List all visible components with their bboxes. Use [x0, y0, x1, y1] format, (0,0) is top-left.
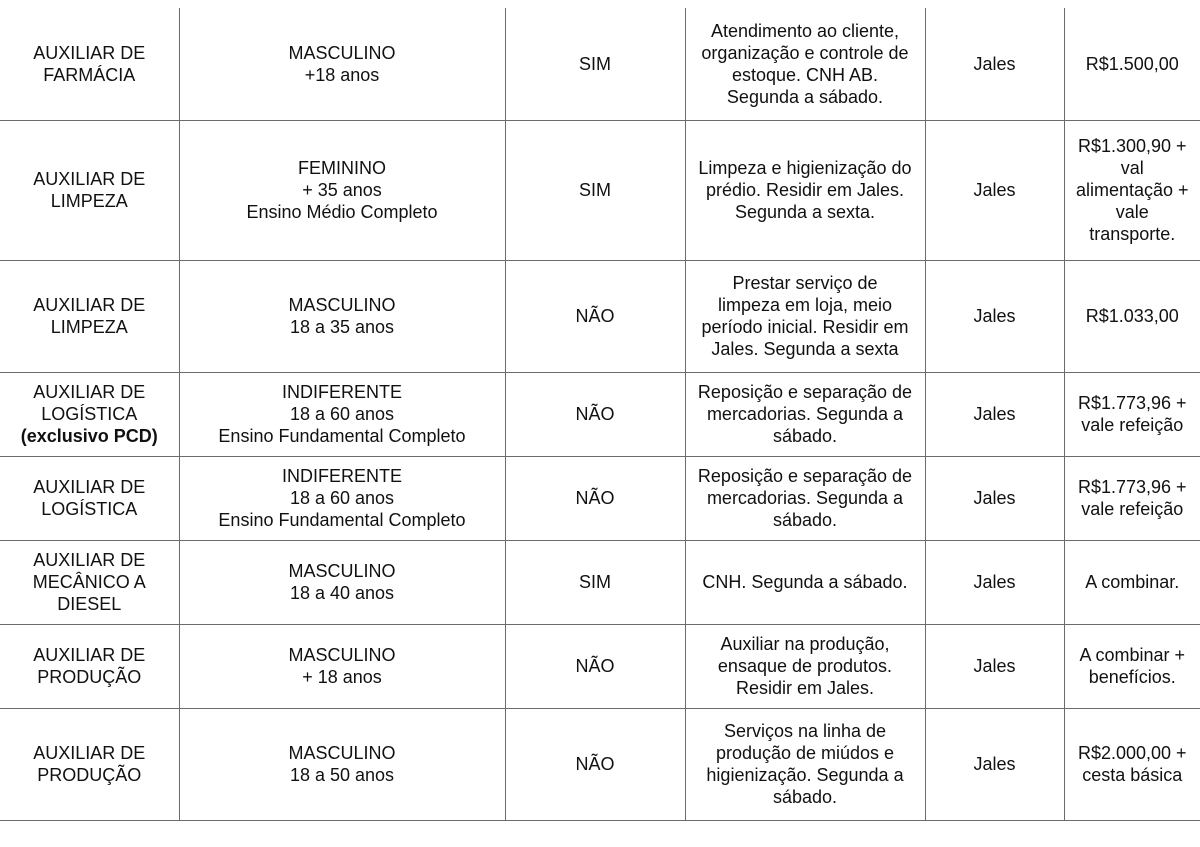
- cell-descricao-line: produção de miúdos e: [715, 743, 895, 763]
- cell-cargo-line: DIESEL: [57, 594, 122, 614]
- cell-cnh-text: NÃO: [575, 754, 615, 774]
- cell-perfil-line: +18 anos: [304, 64, 380, 85]
- cell-perfil: [179, 260, 505, 372]
- cell-descricao-line: estoque. CNH AB.: [731, 64, 879, 85]
- cell-cidade: [925, 8, 1064, 120]
- cell-descricao-line: Segunda a sábado.: [726, 86, 884, 107]
- cell-cnh-text: NÃO: [575, 488, 615, 508]
- cell-perfil-line: + 18 anos: [302, 667, 382, 687]
- cell-cidade-text: Jales: [973, 404, 1016, 424]
- cell-salario-line: benefícios.: [1088, 667, 1176, 687]
- cell-perfil: [179, 540, 505, 624]
- cell-salario-line: R$1.773,96 +: [1077, 393, 1187, 413]
- cell-perfil: [179, 708, 505, 820]
- cell-cnh-text: SIM: [578, 53, 611, 74]
- cell-cnh: [505, 708, 685, 820]
- table-row: [0, 8, 1200, 120]
- table-row: [0, 120, 1200, 260]
- cell-perfil-line: Ensino Fundamental Completo: [218, 426, 466, 446]
- cell-descricao: [685, 120, 925, 260]
- cell-descricao: [685, 624, 925, 708]
- cell-cnh-text: NÃO: [575, 656, 615, 676]
- cell-salario: [1064, 456, 1200, 540]
- cell-cidade: [925, 372, 1064, 456]
- cell-descricao-line: sábado.: [772, 787, 838, 807]
- cell-descricao-line: Atendimento ao cliente,: [710, 20, 900, 41]
- cell-perfil-line: 18 a 35 anos: [289, 317, 395, 337]
- cell-cnh-text: SIM: [578, 572, 611, 592]
- cell-cnh-text: SIM: [578, 180, 611, 200]
- cell-cnh-text: NÃO: [575, 404, 615, 424]
- cell-descricao-line: ensaque de produtos.: [717, 656, 893, 676]
- cell-cargo: [0, 372, 179, 456]
- cell-descricao-line: Residir em Jales.: [735, 678, 875, 698]
- cell-cargo-line: AUXILIAR DE: [33, 169, 146, 189]
- cell-descricao-line: CNH. Segunda a sábado.: [702, 572, 908, 592]
- cell-salario: [1064, 372, 1200, 456]
- cell-cidade: [925, 624, 1064, 708]
- cell-cargo: [0, 540, 179, 624]
- cell-descricao: [685, 540, 925, 624]
- cell-cidade: [925, 260, 1064, 372]
- table-row: [0, 624, 1200, 708]
- cell-cidade: [925, 540, 1064, 624]
- cell-perfil: [179, 456, 505, 540]
- cell-salario: [1064, 8, 1200, 120]
- cell-cnh: [505, 260, 685, 372]
- cell-salario-line: alimentação +: [1075, 180, 1189, 200]
- cell-perfil: [179, 120, 505, 260]
- cell-descricao-line: período inicial. Residir em: [701, 317, 909, 337]
- cell-cargo-pcd-note: (exclusivo PCD): [20, 426, 158, 446]
- cell-salario-line: A combinar.: [1085, 572, 1180, 592]
- cell-descricao-line: Auxiliar na produção,: [720, 634, 890, 654]
- cell-cargo: [0, 260, 179, 372]
- table-row: [0, 372, 1200, 456]
- cell-cargo: [0, 456, 179, 540]
- cell-perfil-line: MASCULINO: [288, 295, 396, 315]
- cell-cnh: [505, 8, 685, 120]
- cell-perfil-line: 18 a 50 anos: [289, 765, 395, 785]
- cell-descricao-line: prédio. Residir em Jales.: [705, 180, 905, 200]
- cell-salario: [1064, 260, 1200, 372]
- cell-cidade-text: Jales: [973, 180, 1016, 200]
- cell-salario: [1064, 708, 1200, 820]
- cell-cargo-line: FARMÁCIA: [43, 64, 136, 85]
- table-row: [0, 540, 1200, 624]
- cell-descricao-line: organização e controle de: [701, 42, 909, 63]
- cell-salario-line: transporte.: [1089, 224, 1176, 244]
- cell-cidade-text: Jales: [973, 656, 1016, 676]
- cell-cidade: [925, 120, 1064, 260]
- cell-descricao: [685, 372, 925, 456]
- cell-cargo-line: LIMPEZA: [50, 317, 128, 337]
- cell-cargo-line: MECÂNICO A: [32, 572, 146, 592]
- cell-salario-line: vale refeição: [1081, 499, 1184, 519]
- cell-salario-line: R$2.000,00 +: [1077, 743, 1187, 763]
- cell-descricao-line: limpeza em loja, meio: [717, 295, 893, 315]
- cell-cargo: [0, 708, 179, 820]
- cell-perfil-line: + 35 anos: [302, 180, 382, 200]
- cell-salario-line: R$1.033,00: [1085, 306, 1179, 326]
- cell-salario-line: A combinar +: [1079, 645, 1186, 665]
- cell-cargo-line: AUXILIAR DE: [33, 645, 146, 665]
- cell-perfil-line: MASCULINO: [288, 561, 396, 581]
- cell-cargo-line: AUXILIAR DE: [33, 382, 146, 402]
- cell-cidade-text: Jales: [973, 488, 1016, 508]
- cell-descricao: [685, 456, 925, 540]
- cell-descricao: [685, 8, 925, 120]
- cell-perfil-line: MASCULINO: [288, 645, 396, 665]
- table-row: [0, 708, 1200, 820]
- cell-perfil-line: 18 a 60 anos: [289, 488, 395, 508]
- table-row: [0, 456, 1200, 540]
- cell-descricao-line: Segunda a sexta.: [734, 202, 876, 222]
- cell-perfil-line: Ensino Fundamental Completo: [218, 510, 466, 530]
- cell-cidade: [925, 456, 1064, 540]
- cell-cargo-line: AUXILIAR DE: [33, 550, 146, 570]
- cell-descricao-line: sábado.: [772, 426, 838, 446]
- cell-perfil-line: 18 a 60 anos: [289, 404, 395, 424]
- cell-cargo-line: AUXILIAR DE: [33, 743, 146, 763]
- cell-perfil: [179, 372, 505, 456]
- cell-salario: [1064, 624, 1200, 708]
- cell-descricao-line: Jales. Segunda a sexta: [711, 339, 899, 359]
- cell-cargo: [0, 120, 179, 260]
- cell-salario-line: vale refeição: [1081, 415, 1184, 435]
- cell-perfil-line: FEMININO: [298, 158, 386, 178]
- cell-salario-line: R$1.300,90 +: [1077, 136, 1187, 156]
- cell-cidade-text: Jales: [973, 572, 1016, 592]
- cell-cargo-line: AUXILIAR DE: [33, 295, 146, 315]
- cell-cnh-text: NÃO: [575, 306, 615, 326]
- cell-descricao-line: Reposição e separação de: [697, 382, 913, 402]
- job-listings-sheet: [0, 8, 1200, 821]
- cell-salario-line: val: [1120, 158, 1144, 178]
- cell-cnh: [505, 372, 685, 456]
- cell-salario: [1064, 120, 1200, 260]
- cell-cidade-text: Jales: [973, 754, 1016, 774]
- cell-salario-line: vale: [1115, 202, 1149, 222]
- cell-salario-line: R$1.500,00: [1085, 53, 1179, 74]
- cell-cargo: [0, 8, 179, 120]
- cell-descricao-line: mercadorias. Segunda a: [706, 488, 904, 508]
- cell-cnh: [505, 120, 685, 260]
- cell-perfil-line: 18 a 40 anos: [289, 583, 395, 603]
- cell-cargo-line: AUXILIAR DE: [33, 477, 146, 497]
- cell-cargo-line: LOGÍSTICA: [41, 499, 138, 519]
- cell-salario-line: R$1.773,96 +: [1077, 477, 1187, 497]
- cell-descricao: [685, 260, 925, 372]
- table-row: [0, 260, 1200, 372]
- cell-cidade: [925, 708, 1064, 820]
- cell-descricao-line: Prestar serviço de: [732, 273, 878, 293]
- cell-cidade-text: Jales: [973, 53, 1016, 74]
- cell-descricao-line: Serviços na linha de: [723, 721, 887, 741]
- cell-perfil-line: MASCULINO: [288, 743, 396, 763]
- cell-salario: [1064, 540, 1200, 624]
- cell-perfil-line: INDIFERENTE: [281, 466, 402, 486]
- cell-cargo-line: LOGÍSTICA: [41, 404, 138, 424]
- cell-cargo-line: PRODUÇÃO: [37, 667, 142, 687]
- cell-cargo: [0, 624, 179, 708]
- job-listings-table: [0, 8, 1200, 821]
- cell-descricao-line: higienização. Segunda a: [706, 765, 904, 785]
- cell-descricao-line: sábado.: [772, 510, 838, 530]
- cell-cidade-text: Jales: [973, 306, 1016, 326]
- cell-descricao-line: Reposição e separação de: [697, 466, 913, 486]
- cell-descricao-line: mercadorias. Segunda a: [706, 404, 904, 424]
- cell-cargo-line: AUXILIAR DE: [33, 42, 146, 63]
- cell-cnh: [505, 540, 685, 624]
- cell-salario-line: cesta básica: [1082, 765, 1183, 785]
- cell-perfil-line: Ensino Médio Completo: [246, 202, 438, 222]
- cell-cnh: [505, 624, 685, 708]
- job-rows: [0, 8, 1200, 820]
- cell-perfil: [179, 624, 505, 708]
- cell-cargo-line: LIMPEZA: [50, 191, 128, 211]
- cell-perfil: [179, 8, 505, 120]
- cell-cnh: [505, 456, 685, 540]
- cell-cargo-line: PRODUÇÃO: [37, 765, 142, 785]
- cell-perfil-line: INDIFERENTE: [281, 382, 402, 402]
- cell-descricao-line: Limpeza e higienização do: [698, 158, 912, 178]
- cell-descricao: [685, 708, 925, 820]
- cell-perfil-line: MASCULINO: [288, 42, 396, 63]
